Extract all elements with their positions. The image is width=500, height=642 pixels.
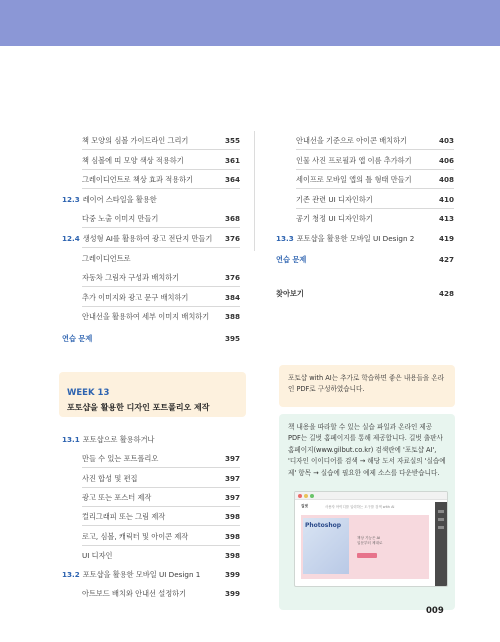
toc-divider [296,208,454,209]
toc-chapter-number: 13.3 [276,234,294,243]
toc-entry-label: 컬리그래피 또는 그림 제작 [82,512,166,522]
toc-chapter-title: 레이어 스타일을 활용한 [82,194,157,204]
toc-entry-label: 세이프로 모바일 앱의 틀 형태 만들기 [296,175,412,185]
toc-entry-label: 다중 노출 이미지 만들기 [82,214,159,224]
toc-page-number: 398 [224,512,240,522]
toc-section-title: 연습 문제 [62,334,93,343]
toc-section-title: 연습 문제 [276,254,307,264]
toc-divider [296,188,454,189]
toc-page-number: 397 [224,454,240,464]
toc-page-number: 428 [438,289,454,299]
toc-page-number: 355 [224,136,240,145]
toc-entry-label: 자동차 그림자 구성과 배치하기 [82,273,180,283]
toc-page-number: 397 [224,473,240,483]
toc-divider [82,169,240,170]
toc-entry [62,172,240,188]
toc-page-number: 388 [224,312,240,322]
toc-page-number: 399 [224,589,240,599]
toc-divider [82,286,240,287]
toc-entry [62,153,240,169]
toc-chapter-title: 포토샵을 활용한 모바일 UI Design 1 [82,570,201,580]
toc-chapter-heading [62,231,212,247]
site-side-panel [435,502,447,587]
toc-divider [82,149,240,150]
toc-chapter-title: 포토샵을 활용한 모바일 UI Design 2 [296,234,415,243]
toc-chapter-heading [276,231,414,247]
toc-entry [62,211,240,227]
banner-button [357,553,377,558]
site-search-text: 사용자 아이디를 입력하는 도구를 검색 with AI [325,505,395,509]
toc-page-number: 376 [224,273,240,283]
toc-divider [82,188,240,189]
download-note-text: 책 내용을 따라할 수 있는 실습 파일과 온라인 제공 PDF는 길벗 홈페이지를 통해 제공합니다. 길벗 출판사 홈페이지(www.gilbut.co.kr) 검색란에 '포토샵 AI', '디자인 이이디어를 검색 → 해당 도서 자료실의 '실습예제' 항목 → 실습에 필요한 예제 소스를 다운받습니다. [288,423,446,477]
toc-page-number: 376 [224,234,240,243]
toc-entry-label: 책 심볼에 띠 모양 색상 적용하기 [82,155,184,165]
toc-entry-label: 광고 또는 포스터 제작 [82,492,152,502]
toc-entry [62,309,240,325]
toc-entry [276,286,454,302]
toc-divider [296,149,454,150]
toc-page-number: 397 [224,492,240,502]
toc-entry [62,471,240,487]
toc-entry-label: 로고, 심볼, 캐릭터 및 아이콘 제작 [82,531,189,541]
toc-entry [62,133,240,149]
toc-divider [82,247,240,248]
toc-entry [62,270,240,286]
toc-page-number: 410 [438,194,454,204]
toc-entry-label: 기존 관련 UI 디자인하기 [296,194,373,204]
toc-section-title: 찾아보기 [276,289,304,299]
toc-divider [296,169,454,170]
toc-entry-label: 사진 합성 및 편집 [82,473,138,483]
page-number: 009 [426,606,444,616]
banner-caption-line2: 입문부터 제대로 [357,541,383,545]
toc-entry [62,331,240,347]
toc-entry [276,231,454,247]
toc-divider [82,545,240,546]
toc-chapter-number: 13.2 [62,570,80,580]
week-heading-box [59,372,246,417]
toc-entry-label: 그레이디언트로 [82,253,131,263]
toc-chapter-title: 포토샵으로 활용하거나 [82,435,155,444]
toc-entry [62,490,240,506]
side-menu-item [438,518,444,521]
week-label: WEEK 13 [67,388,110,398]
toc-page-number: 413 [438,214,454,224]
browser-bar [295,492,447,500]
column-separator [254,131,255,251]
toc-entry [62,290,240,306]
toc-entry [276,153,454,169]
toc-entry-label: 추가 이미지와 광고 문구 배치하기 [82,292,189,302]
toc-entry-label: 아트보드 배치와 안내선 설정하기 [82,589,187,599]
toc-entry [62,451,240,467]
toc-entry [62,192,240,208]
toc-entry [62,529,240,545]
toc-chapter-heading [62,432,154,448]
toc-entry-label: UI 디자인 [82,550,113,560]
book-cover-title: Photoshop [305,522,342,529]
site-logo: 길벗 [301,504,308,508]
toc-entry-label: 책 모양의 심볼 가이드라인 그리기 [82,136,189,145]
close-dot-icon [298,494,302,498]
toc-entry [62,432,240,448]
website-screenshot [294,491,448,587]
toc-page-number: 398 [224,550,240,560]
toc-divider [82,487,240,488]
toc-page-number: 406 [438,155,454,165]
minimize-dot-icon [304,494,308,498]
toc-entry-label: 안내선을 기준으로 아이콘 배치하기 [296,136,408,145]
toc-entry [276,192,454,208]
toc-entry [62,231,240,247]
toc-entry-label: 그레이디언트로 책상 효과 적용하기 [82,175,194,185]
side-menu-item [438,526,444,529]
toc-entry [276,172,454,188]
toc-chapter-heading [62,192,157,208]
toc-page-number: 364 [224,175,240,185]
toc-divider [82,227,240,228]
toc-entry [62,586,240,602]
toc-entry [276,252,454,268]
toc-page-number: 408 [438,175,454,185]
toc-page-number: 384 [224,292,240,302]
toc-divider [82,506,240,507]
toc-page-number: 403 [438,136,454,145]
toc-entry-label: 인물 사진 프로필과 앱 이름 추가하기 [296,155,412,165]
toc-divider [82,467,240,468]
toc-entry [62,548,240,564]
toc-entry [276,133,454,149]
toc-entry-label: 만들 수 있는 포트폴리오 [82,454,159,464]
toc-entry-label: 공기 청정 UI 디자인하기 [296,214,373,224]
toc-entry [62,509,240,525]
toc-chapter-title: 생성형 AI를 활용하여 광고 전단지 만들기 [82,234,213,243]
toc-page-number: 399 [224,570,240,580]
toc-chapter-heading [62,567,200,583]
toc-page-number: 419 [438,234,454,243]
toc-entry-label: 안내선을 활용하여 세부 이미지 배치하기 [82,312,210,322]
toc-entry [62,251,240,267]
toc-entry [276,211,454,227]
toc-page-number: 368 [224,214,240,224]
toc-divider [82,306,240,307]
week-title: 포토샵을 활용한 디자인 포트폴리오 제작 [67,403,210,412]
online-pdf-note: 포토샵 with AI는 추가로 학습하면 좋은 내용들을 온라인 PDF로 구성하였습니다. [279,365,455,407]
toc-page-number: 395 [224,334,240,343]
banner-caption [357,536,382,546]
toc-page-number: 361 [224,155,240,165]
toc-chapter-number: 12.3 [62,194,80,204]
header-band [0,0,500,46]
side-menu-item [438,510,444,513]
banner-caption-line1: 책상 기능은 AI [357,536,381,540]
maximize-dot-icon [310,494,314,498]
toc-chapter-number: 13.1 [62,435,80,444]
toc-entry [62,567,240,583]
toc-chapter-number: 12.4 [62,234,80,243]
toc-page-number: 398 [224,531,240,541]
toc-divider [82,525,240,526]
toc-page-number: 427 [438,254,454,264]
